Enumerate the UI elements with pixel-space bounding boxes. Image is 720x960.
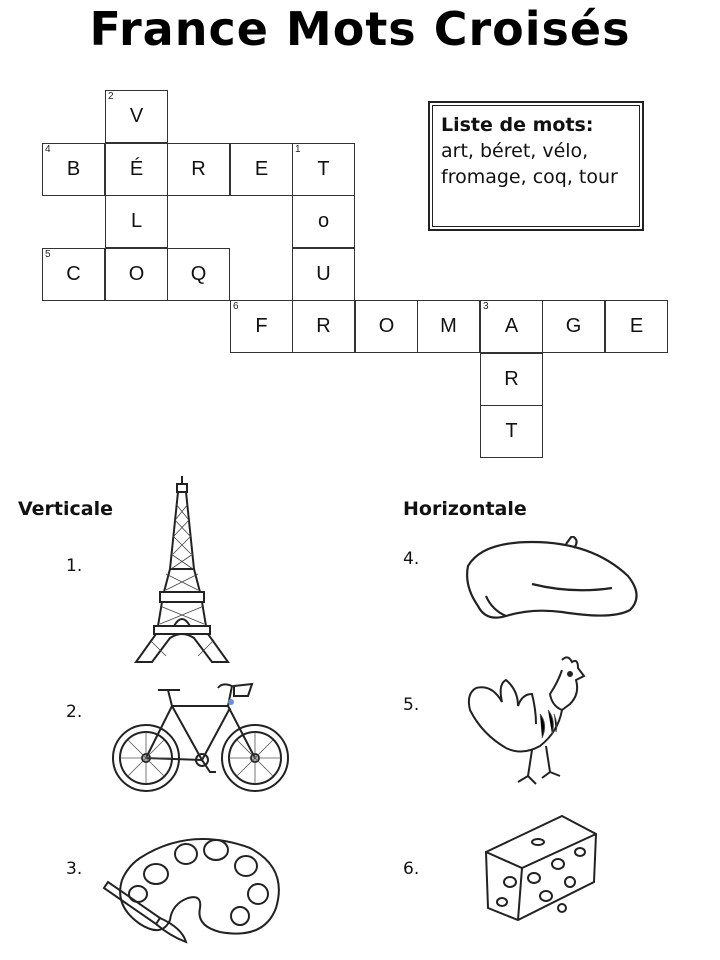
grid-cell [480,300,543,353]
grid-letter: C [66,263,81,285]
grid-letter: O [128,263,145,285]
grid-cell [230,300,293,353]
grid-letter: L [130,210,143,232]
grid-cell [42,248,105,301]
horizontal-heading: Horizontale [403,498,527,520]
clue-number-label: 5 [45,249,51,260]
grid-cell [605,300,668,353]
grid-cell [105,90,168,143]
grid-cell [542,300,605,353]
clue-number-label: 2 [108,91,114,102]
grid-letter: O [378,315,395,337]
grid-cell [292,143,355,196]
grid-cell [105,195,168,248]
clue-number-label: 6 [233,301,239,312]
grid-cell [105,248,168,301]
grid-cell [292,195,355,248]
grid-cell [417,300,480,353]
grid-cell [167,248,230,301]
word-list-box [428,101,644,231]
grid-letter: A [504,315,519,337]
grid-cell [292,248,355,301]
grid-letter: R [191,158,206,180]
word-list-text: art, béret, vélo, fromage, coq, tour [441,140,618,188]
page-title: France Mots Croisés [89,2,631,56]
clue-number-1: 1. [66,556,83,576]
clue-number-label: 3 [483,301,489,312]
grid-letter: B [66,158,81,180]
grid-letter: E [254,158,269,180]
word-list-title: Liste de mots: [441,114,594,136]
grid-letter: G [565,315,582,337]
rooster-icon [462,654,590,790]
grid-cell [480,353,543,406]
grid-cell [480,405,543,458]
clue-number-label: 4 [45,144,51,155]
clue-number-2: 2. [66,702,83,722]
grid-letter: R [316,315,331,337]
grid-cell [355,300,418,353]
grid-cell [42,143,105,196]
grid-letter: Q [190,263,207,285]
grid-letter: E [629,315,644,337]
bicycle-icon [110,678,290,796]
grid-letter: É [129,158,144,180]
cheese-icon [482,812,600,924]
grid-cell [167,143,230,196]
eiffel-tower-icon [130,474,235,666]
grid-letter: T [317,158,330,180]
grid-cell [292,300,355,353]
paint-palette-icon [100,828,290,950]
beret-icon [462,536,642,632]
grid-cell [230,143,293,196]
clue-number-6: 6. [403,859,420,879]
clue-number-label: 1 [295,144,301,155]
vertical-heading: Verticale [18,498,113,520]
grid-letter: F [255,315,268,337]
grid-letter: o [317,210,330,232]
clue-number-5: 5. [403,695,420,715]
grid-letter: U [316,263,331,285]
clue-number-4: 4. [403,549,420,569]
grid-letter: R [504,368,519,390]
grid-letter: T [505,420,518,442]
clue-number-3: 3. [66,859,83,879]
grid-letter: V [129,105,144,127]
grid-cell [105,143,168,196]
grid-letter: M [440,315,457,337]
